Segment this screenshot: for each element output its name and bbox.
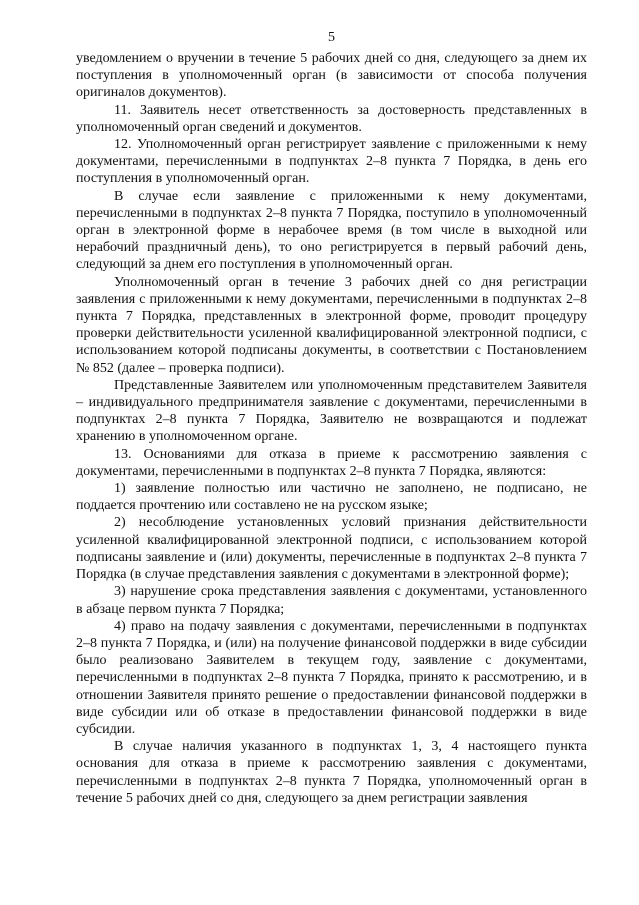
list-item-3: 3) нарушение срока представления заявления с документами, установленного в абзаце первом пункта 7 Порядка; bbox=[76, 584, 587, 617]
document-body bbox=[76, 50, 587, 807]
list-item-1: 1) заявление полностью или частично не заполнено, не подписано, не поддается прочтению или составлено не на русском языке; bbox=[76, 481, 587, 514]
paragraph-item-11: 11. Заявитель несет ответственность за достоверность представленных в уполномоченный орган сведений и документов. bbox=[76, 102, 587, 135]
paragraph-item-13: 13. Основаниями для отказа в приеме к рассмотрению заявления с документами, перечисленными в подпунктах 2–8 пункта 7 Порядка, являются: bbox=[76, 446, 587, 479]
paragraph-signature-check: Уполномоченный орган в течение 3 рабочих дней со дня регистрации заявления с приложенными к нему документами, перечисленными в подпунктах 2–8 пункта 7 Порядка, представленных в электронной форме, проводит процедуру проверки действительности усиленной квалифицированной электронной подписи, с использованием которой подписаны документы, в соответствии с Постановлением № 852 (далее – проверка подписи). bbox=[76, 274, 587, 376]
paragraph-item-12: 12. Уполномоченный орган регистрирует заявление с приложенными к нему документами, перечисленными в подпунктах 2–8 пункта 7 Порядка, в день его поступления в уполномоченный орган. bbox=[76, 137, 587, 187]
list-item-4: 4) право на подачу заявления с документами, перечисленными в подпунктах 2–8 пункта 7 Порядка, и (или) на получение финансовой поддержки в виде субсидии было реализовано Заявителем в текущем году, заявление с документами, перечисленными в подпунктах 2–8 пункта 7 Порядка, принято к рассмотрению, и в отношении Заявителя принято решение о предоставлении финансовой поддержки в виде субсидии или об отказе в предоставлении финансовой поддержки в виде субсидии. bbox=[76, 618, 587, 737]
paragraph-documents-storage: Представленные Заявителем или уполномоченным представителем Заявителя – индивидуального предпринимателя заявление с документами, перечисленными в подпунктах 2–8 пункта 7 Порядка, Заявителю не возвращаются и подлежат хранению в уполномоченном органе. bbox=[76, 377, 587, 445]
list-item-2: 2) несоблюдение установленных условий признания действительности усиленной квалифицированной электронной подписи, с использованием которой подписаны заявление и (или) документы, перечисленные в подпунктах 2–8 пункта 7 Порядка (в случае представления заявления с документами в электронной форме); bbox=[76, 515, 587, 583]
paragraph-nonworking-registration: В случае если заявление с приложенными к нему документами, перечисленными в подпунктах 2–8 пункта 7 Порядка, поступило в уполномоченный орган в электронной форме в нерабочее время (в том числе в выходной или нерабочий праздничный день), то оно регистрируется в первый рабочий день, следующий за днем его поступления в уполномоченный орган. bbox=[76, 188, 587, 273]
paragraph-continuation: уведомлением о вручении в течение 5 рабочих дней со дня, следующего за днем их поступления в уполномоченный орган (в зависимости от способа получения оригиналов документов). bbox=[76, 51, 587, 101]
page-number: 5 bbox=[328, 30, 335, 45]
paragraph-refusal-case: В случае наличия указанного в подпунктах 1, 3, 4 настоящего пункта основания для отказа в приеме к рассмотрению заявления с документами, перечисленными в подпунктах 2–8 пункта 7 Порядка, уполномоченный орган в течение 5 рабочих дней со дня, следующего за днем регистрации заявления bbox=[76, 739, 587, 806]
